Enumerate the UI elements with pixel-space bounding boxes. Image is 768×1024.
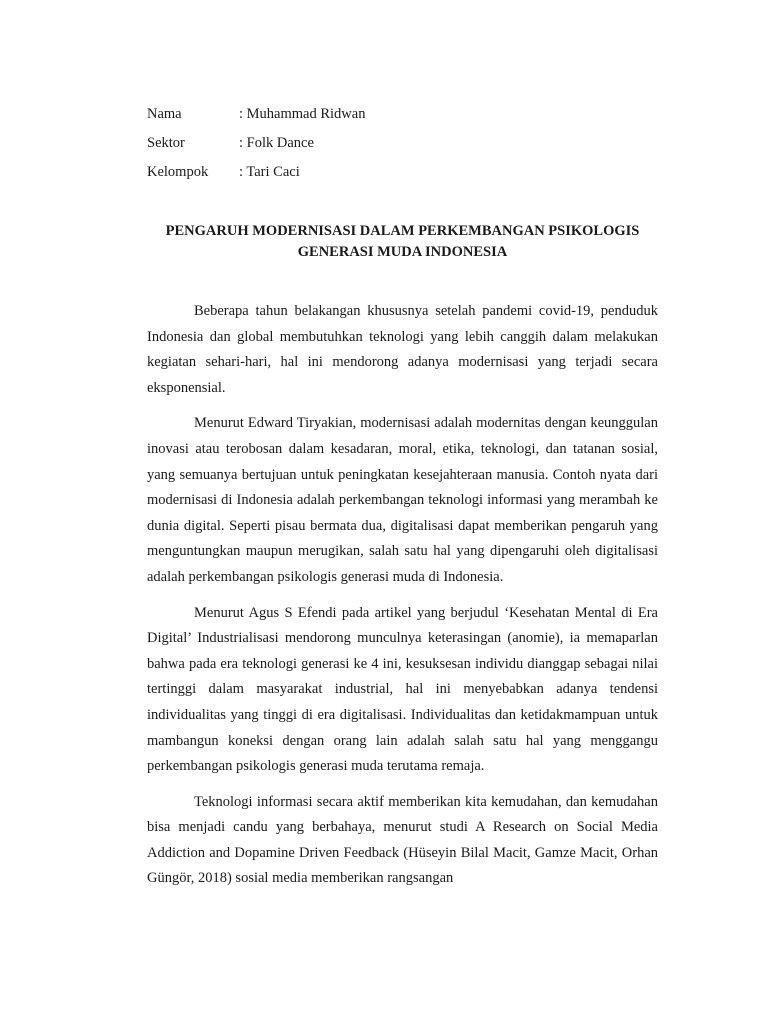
paragraph-1: Beberapa tahun belakangan khususnya setelah pandemi covid-19, penduduk Indonesia dan global membutuhkan teknologi yang lebih canggih dalam melakukan kegiatan sehari-hari, hal ini mendorong adanya modernisasi yang terjadi secara eksponensial. [147,303,658,396]
field-nama [147,100,658,129]
field-label: Kelompok [147,164,209,180]
paragraph-3: Menurut Agus S Efendi pada artikel yang berjudul ‘Kesehatan Mental di Era Digital’ Industrialisasi mendorong munculnya keterasingan (anomie), ia memaparlan bahwa pada era teknologi generasi ke 4 ini, kesuksesan individu dianggap sebagai nilai tertinggi dalam masyarakat industrial, hal ini menyebabkan adanya tendensi individualitas yang tinggi di era digitalisasi. Individualitas dan ketidakmampuan untuk mambangun koneksi dengan orang lain adalah salah satu hal yang menggangu perkembangan psikologis generasi muda terutama remaja. [147,604,658,775]
paragraph-4: Teknologi informasi secara aktif memberikan kita kemudahan, dan kemudahan bisa menjadi candu yang berbahaya, menurut studi A Research on Social Media Addiction and Dopamine Driven Feedback (Hüseyin Bilal Macit, Gamze Macit, Orhan Güngör, 2018) sosial media memberikan rangsangan [147,793,658,887]
document-title [147,221,658,263]
document-body [147,299,658,892]
title-line-2: GENERASI MUDA INDONESIA [297,244,508,260]
paragraph-2: Menurut Edward Tiryakian, modernisasi adalah modernitas dengan keunggulan inovasi atau terobosan dalam kesadaran, moral, etika, teknologi, dan tatanan sosial, yang semuanya bertujuan untuk peningkatan kesejahteraan manusia. Contoh nyata dari modernisasi di Indonesia adalah perkembangan teknologi informasi yang merambah ke dunia digital. Seperti pisau bermata dua, digitalisasi dapat memberikan pengaruh yang menguntungkan maupun merugikan, salah satu hal yang dipengaruhi oleh digitalisasi adalah perkembangan psikologis generasi muda di Indonesia. [147,415,658,585]
field-label: Nama [147,106,182,122]
field-value: : Folk Dance [239,135,314,151]
field-kelompok [147,158,658,187]
author-info [147,100,658,187]
title-line-1: PENGARUH MODERNISASI DALAM PERKEMBANGAN PSIKOLOGIS [165,223,640,239]
field-value: : Tari Caci [239,164,300,180]
field-label: Sektor [147,135,185,151]
field-value: : Muhammad Ridwan [239,106,366,122]
field-sektor [147,129,658,158]
